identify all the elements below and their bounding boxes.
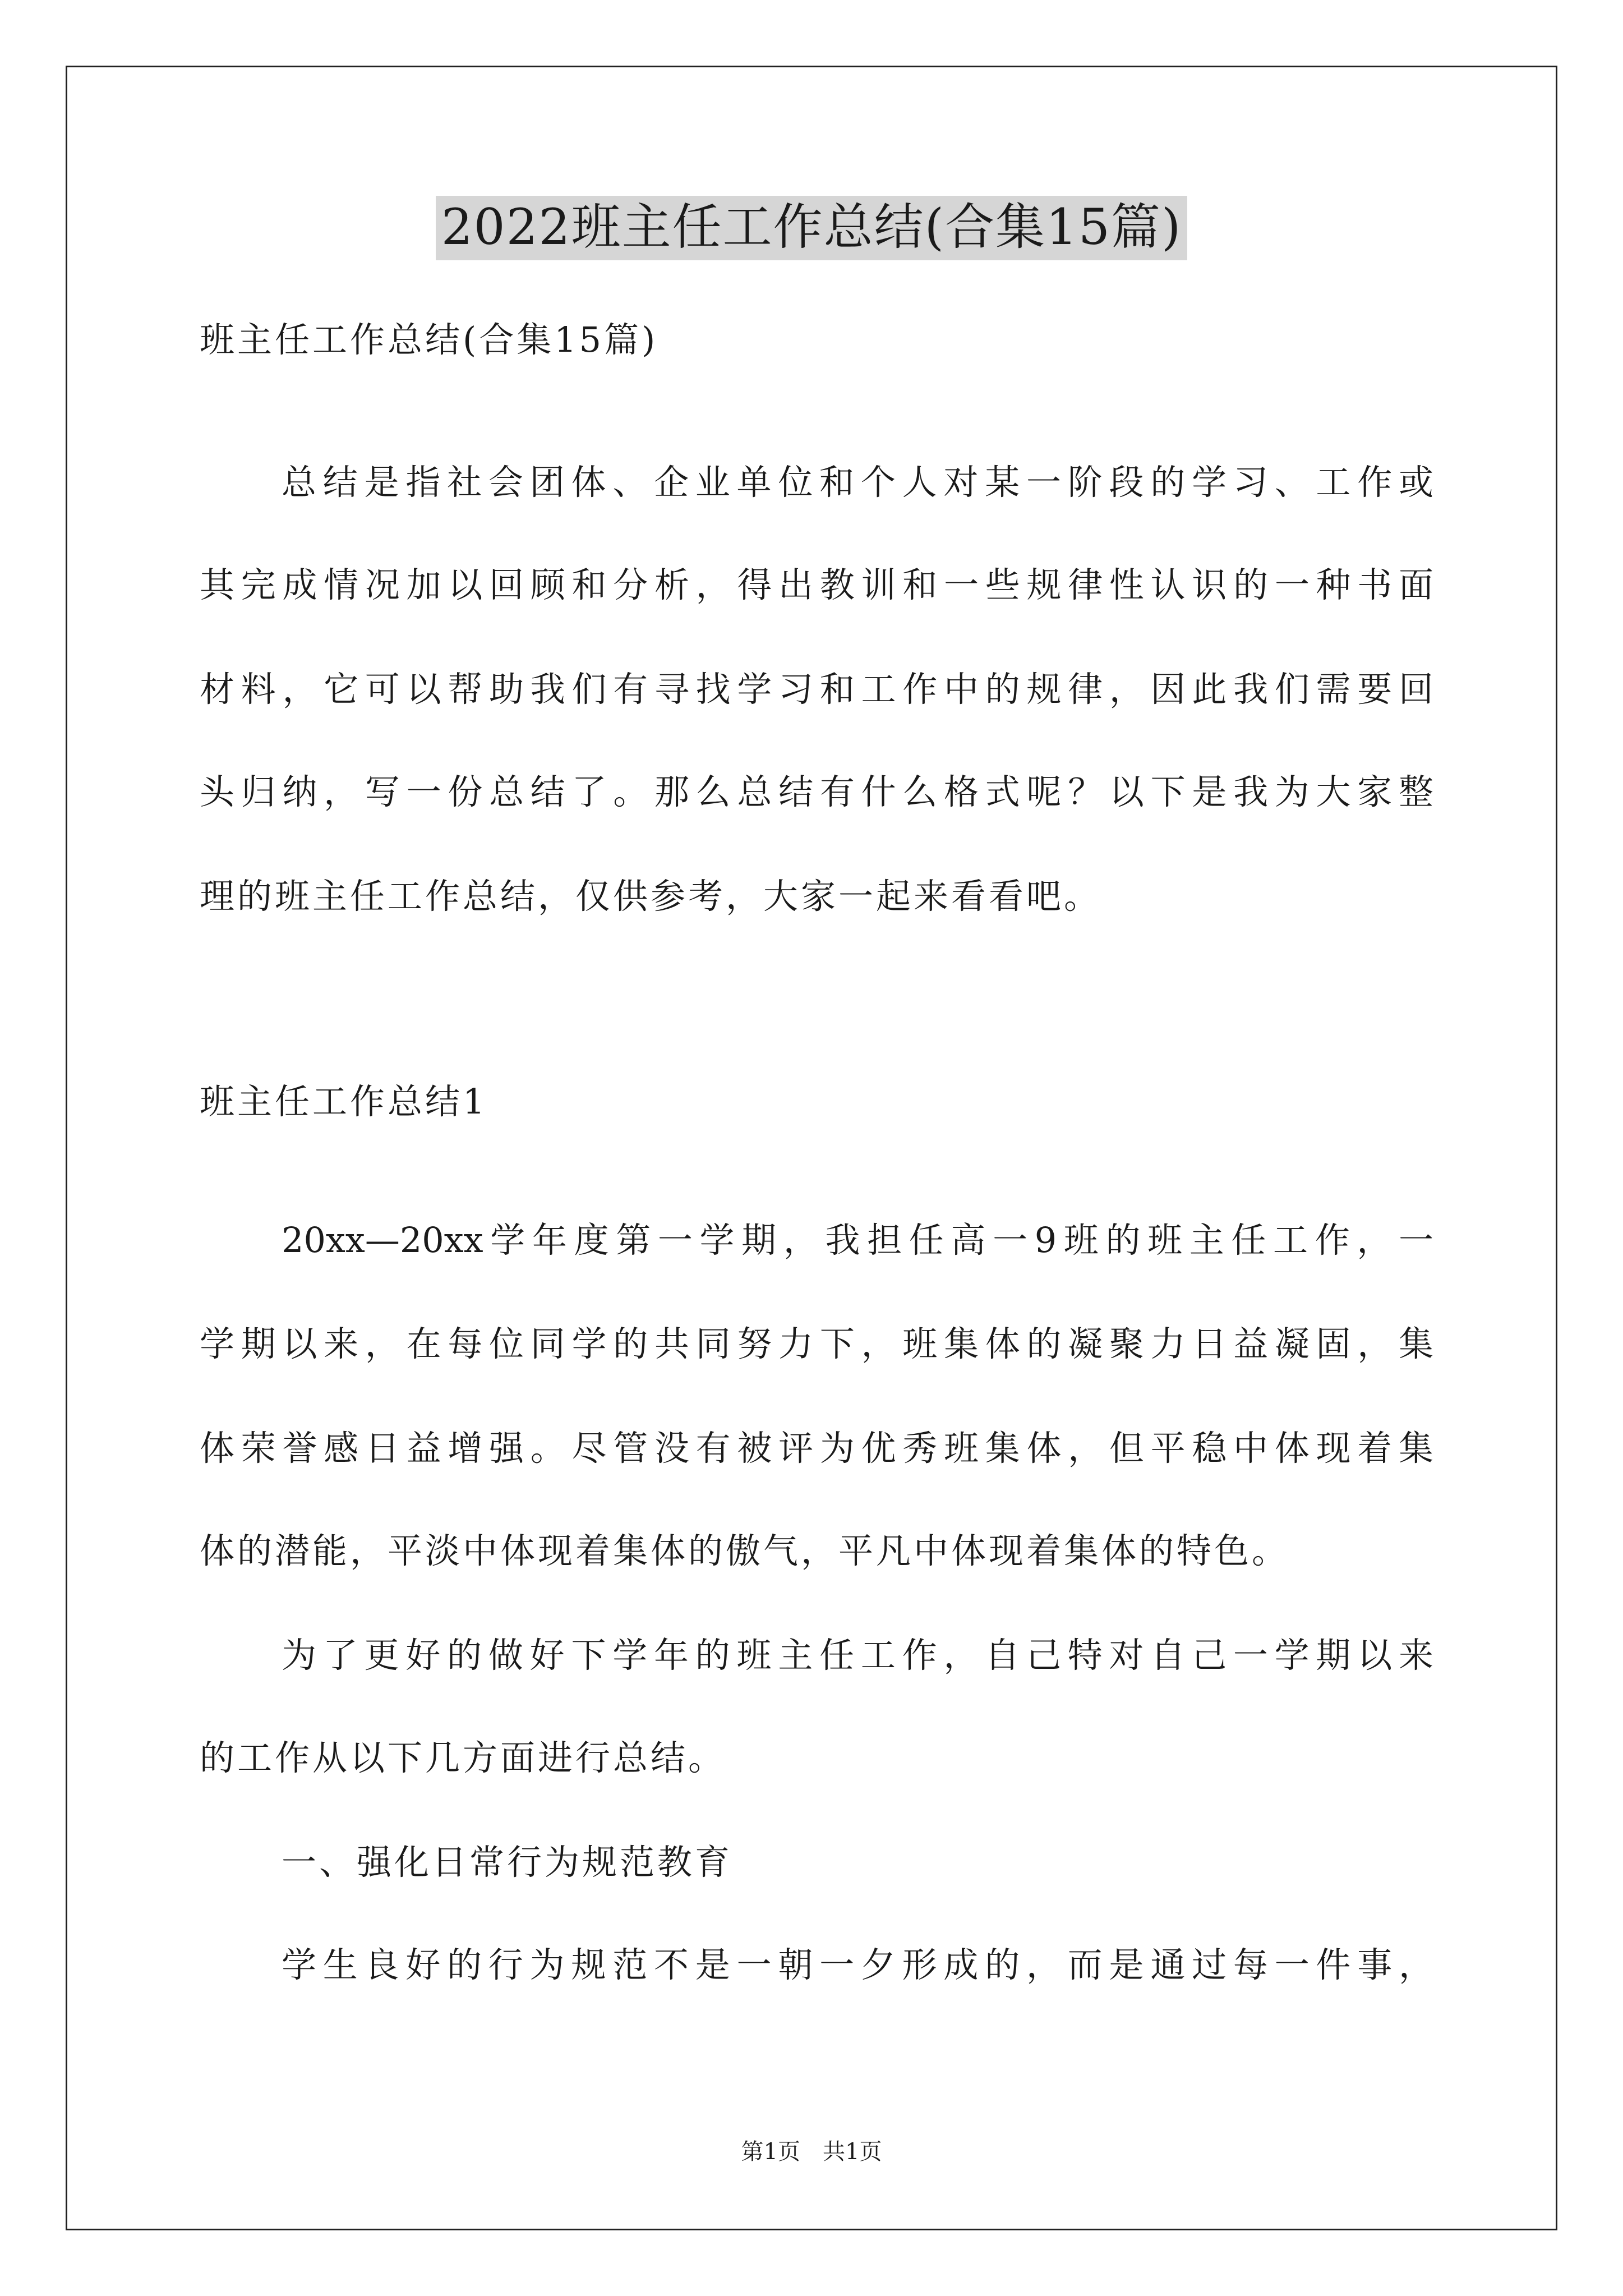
page-footer bbox=[0, 2136, 1623, 2168]
paragraph-line: 体的潜能，平淡中体现着集体的傲气，平凡中体现着集体的特色。 bbox=[200, 1530, 1290, 1571]
intro-line: 其完成情况加以回顾和分析，得出教训和一些规律性认识的一种书面 bbox=[200, 564, 1433, 605]
intro-line: 材料，它可以帮助我们有寻找学习和工作中的规律，因此我们需要回 bbox=[200, 669, 1433, 710]
paragraph-line: 20xx—20xx学年度第一学期，我担任高一9班的班主任工作，一 bbox=[282, 1220, 1433, 1260]
subheading: 一、强化日常行为规范教育 bbox=[282, 1842, 733, 1883]
intro-line: 理的班主任工作总结，仅供参考，大家一起来看看吧。 bbox=[200, 876, 1102, 917]
page-total: 共1页 bbox=[823, 2139, 882, 2165]
intro-line: 头归纳，写一份总结了。那么总结有什么格式呢？以下是我为大家整 bbox=[200, 771, 1433, 812]
page-number: 第1页 bbox=[741, 2139, 800, 2165]
paragraph-line: 学期以来，在每位同学的共同努力下，班集体的凝聚力日益凝固，集 bbox=[200, 1323, 1433, 1364]
paragraph-line: 的工作从以下几方面进行总结。 bbox=[200, 1737, 726, 1778]
document-title-text: 2022班主任工作总结(合集15篇) bbox=[436, 196, 1188, 260]
paragraph-line: 学生良好的行为规范不是一朝一夕形成的，而是通过每一件事， bbox=[282, 1944, 1433, 1985]
paragraph-line: 为了更好的做好下学年的班主任工作，自己特对自己一学期以来 bbox=[282, 1635, 1433, 1676]
document-title bbox=[0, 191, 1623, 264]
intro-line: 总结是指社会团体、企业单位和个人对某一阶段的学习、工作或 bbox=[282, 462, 1433, 503]
section-heading: 班主任工作总结1 bbox=[200, 1081, 488, 1122]
document-subtitle: 班主任工作总结(合集15篇) bbox=[200, 319, 658, 360]
page-border bbox=[66, 66, 1557, 2230]
paragraph-line: 体荣誉感日益增强。尽管没有被评为优秀班集体，但平稳中体现着集 bbox=[200, 1428, 1433, 1469]
